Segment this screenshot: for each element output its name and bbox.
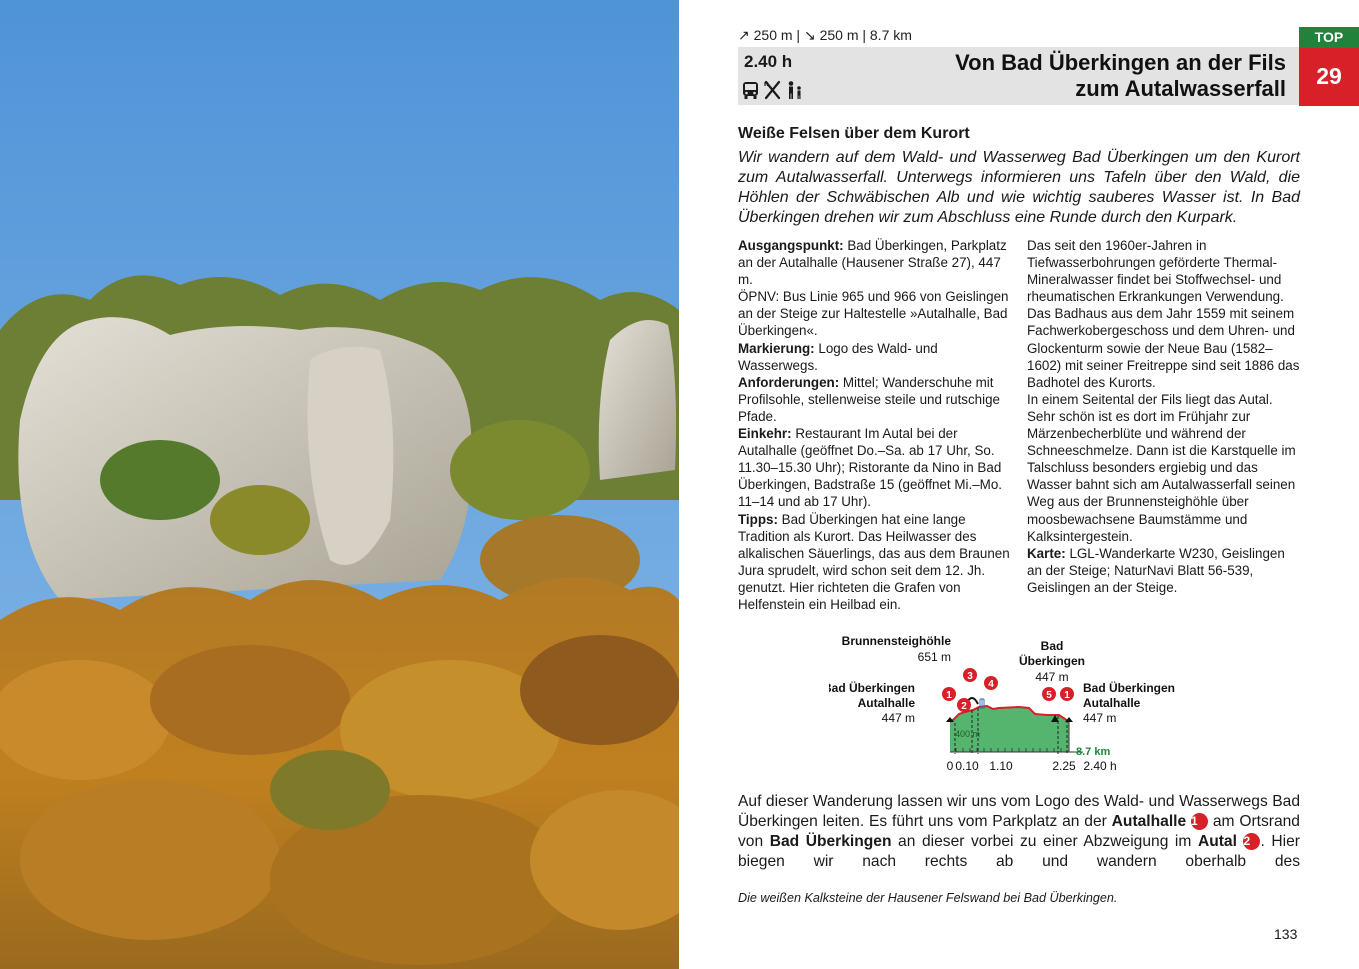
info-label: Karte: <box>1027 545 1066 561</box>
base-altitude: 400 m <box>955 729 981 739</box>
body-bold: Autal <box>1197 833 1237 850</box>
end-name-2: Autalhalle <box>1083 696 1141 710</box>
time-label: 0.10 <box>955 759 979 773</box>
duration: 2.40 h <box>744 52 793 71</box>
cave-altitude: 651 m <box>917 650 951 664</box>
time-label: 1.10 <box>989 759 1013 773</box>
info-karte <box>1027 545 1302 596</box>
elevation-profile <box>829 630 1209 775</box>
rock-face-right <box>599 320 676 480</box>
lead-paragraph: Wir wandern auf dem Wald- und Wasserweg Bad Überkingen um den Kurort zum Autalwasserfall. Unterwegs informieren uns Tafeln über den Wald, die Höhlen der Schwäbischen Alb und wie wichtig sauberes Wasser ist. In Bad Überkingen drehen wir zum Abschluss eine Runde durch den Kurpark. <box>738 149 1300 226</box>
landscape-photo <box>0 0 679 969</box>
info-right-paragraph-1: Das seit den 1960er-Jahren in Tiefwasserbohrungen geförderte Thermal-Mineralwasser findet bei Stoffwechsel- und rheumatischen Erkrankungen Verwendung. Das Badhaus aus dem Jahr 1559 mit seinem Fachwerkobergeschoss und dem Uhren- und Glockenturm sowie der Neue Bau (1582–1602) mit seiner Freitreppe sind seit 1886 das Badhotel des Kurorts. <box>1027 238 1300 390</box>
start-altitude: 447 m <box>881 711 915 725</box>
bus-icon <box>741 80 760 100</box>
tour-number: 29 <box>1299 48 1359 106</box>
info-label: Tipps: <box>738 511 778 527</box>
text-page <box>679 0 1359 969</box>
marker-label: 4 <box>988 679 994 690</box>
page-number: 133 <box>1274 926 1298 942</box>
subtitle: Weiße Felsen über dem Kurort <box>738 125 970 142</box>
info-anforderungen <box>738 374 1010 425</box>
shrub <box>450 420 590 520</box>
time-label: 2.25 <box>1052 759 1076 773</box>
waypoint-badge-1: 1 <box>1191 813 1208 830</box>
info-column-left <box>738 237 1010 613</box>
restaurant-icon <box>763 80 782 100</box>
info-text: Restaurant Im Autal bei der Autalhalle (geöffnet Do.–Sa. ab 17 Uhr, So. 11.30–15.30 Uhr); Ristorante da Nino in Bad Überkingen, Badstraße 15 (geöffnet Mi.–Mo. 11–14 und ab 17 Uhr). <box>738 426 1002 510</box>
title-bar <box>738 47 1300 105</box>
body-text: Auf dieser Wanderung lassen wir uns vom Logo des Wald- und Wasserwegs Bad Überkingen leiten. Es führt uns vom Parkplatz an der <box>738 793 1300 830</box>
total-distance: 8.7 km <box>1076 746 1111 758</box>
shrub <box>210 485 310 555</box>
town-name-2: Überkingen <box>1018 654 1086 668</box>
info-ausgangspunkt <box>738 237 1010 288</box>
body-bold: Bad Überkingen <box>769 833 892 850</box>
photo-illustration <box>0 0 679 969</box>
family-icon <box>785 80 804 100</box>
shrub <box>100 440 220 520</box>
start-name-2: Autalhalle <box>857 696 915 710</box>
time-label: 0 <box>946 759 954 773</box>
photo-caption: Die weißen Kalksteine der Hausener Felswand bei Bad Überkingen. <box>738 891 1118 905</box>
tour-icons <box>741 80 804 100</box>
info-text: Mittel; Wanderschuhe mit Profilsohle, stellenweise steile und rutschige Pfade. <box>738 374 1001 424</box>
body-paragraph <box>738 792 1300 872</box>
marker-label: 1 <box>946 690 952 701</box>
tree-canopy <box>150 645 350 755</box>
info-oepnv: ÖPNV: Bus Linie 965 und 966 von Geislingen an der Steige zur Haltestelle »Autalhalle, Bad Überkingen«. <box>738 289 1009 339</box>
info-einkehr <box>738 425 1010 510</box>
waypoint-badge-2: 2 <box>1243 833 1260 850</box>
body-text: am Ortsrand von <box>738 813 1300 850</box>
tour-title <box>955 50 1286 102</box>
info-text: Bad Überkingen hat eine lange Tradition als Kurort. Das Heilwasser des alkalischen Säuerlings, das aus dem Braunen Jura sprudelt, wird schon seit dem 12. Jh. genutzt. Hier richteten die Grafen von Helfenstein ein Heilbad ein. <box>738 511 1010 612</box>
info-label: Anforderungen: <box>738 374 840 390</box>
info-markierung <box>738 340 1010 374</box>
top-label: TOP <box>1299 27 1359 48</box>
info-right-paragraph-2: In einem Seitental der Fils liegt das Autal. Sehr schön ist es dort im Frühjahr zur Märzenbecherblüte und während der Schneeschmelze. Dann ist die Karstquelle im Talschluss besonders ergiebig und das Wasser bahnt sich am Autalwasserfall seinen Weg aus der Brunnensteighöhle über moosbewachsene Baumstämme und Kalksintergestein. <box>1027 391 1296 544</box>
time-label: 2.40 h <box>1083 759 1117 773</box>
title-line-1: Von Bad Überkingen an der Fils <box>955 50 1286 75</box>
info-label: Ausgangspunkt: <box>738 238 844 253</box>
tree-canopy <box>520 635 679 745</box>
info-column-right <box>1027 237 1302 596</box>
end-altitude: 447 m <box>1083 711 1117 725</box>
town-name-1: Bad <box>1040 639 1064 653</box>
info-text: Bad Überkingen, Parkplatz an der Autalhalle (Hausener Straße 27), 447 m. <box>738 238 1007 288</box>
info-label: Markierung: <box>738 340 815 356</box>
end-name-1: Bad Überkingen <box>1083 681 1176 695</box>
marker-label: 1 <box>1064 690 1070 701</box>
info-tipps <box>738 511 1010 614</box>
title-line-2: zum Autalwasserfall <box>1075 76 1286 101</box>
marker-label: 3 <box>967 671 973 682</box>
body-bold: Autalhalle <box>1111 813 1187 830</box>
body-text: . Hier biegen wir nach rechts ab und wandern oberhalb des <box>738 833 1300 870</box>
tree-canopy <box>270 750 390 830</box>
elevation-profile-chart <box>829 630 1209 775</box>
top-tour-tag <box>1299 27 1359 106</box>
marker-label: 2 <box>961 701 967 712</box>
rock-face-left <box>18 317 472 600</box>
cave-name: Brunnensteighöhle <box>841 634 951 648</box>
town-altitude: 447 m <box>1035 670 1069 684</box>
info-label: Einkehr: <box>738 426 792 442</box>
info-text: LGL-Wanderkarte W230, Geislingen an der Steige; NaturNavi Blatt 56-539, Geislingen an der Steige. <box>1027 545 1285 595</box>
info-text: Logo des Wald- und Wasserwegs. <box>738 340 938 373</box>
start-name-1: Bad Überkingen <box>829 681 915 695</box>
marker-label: 5 <box>1046 690 1052 701</box>
tree-canopy <box>20 780 280 940</box>
tour-stats: ↗ 250 m | ↘ 250 m | 8.7 km <box>738 27 912 43</box>
body-text: an dieser vorbei zu einer Abzweigung im <box>891 833 1198 850</box>
